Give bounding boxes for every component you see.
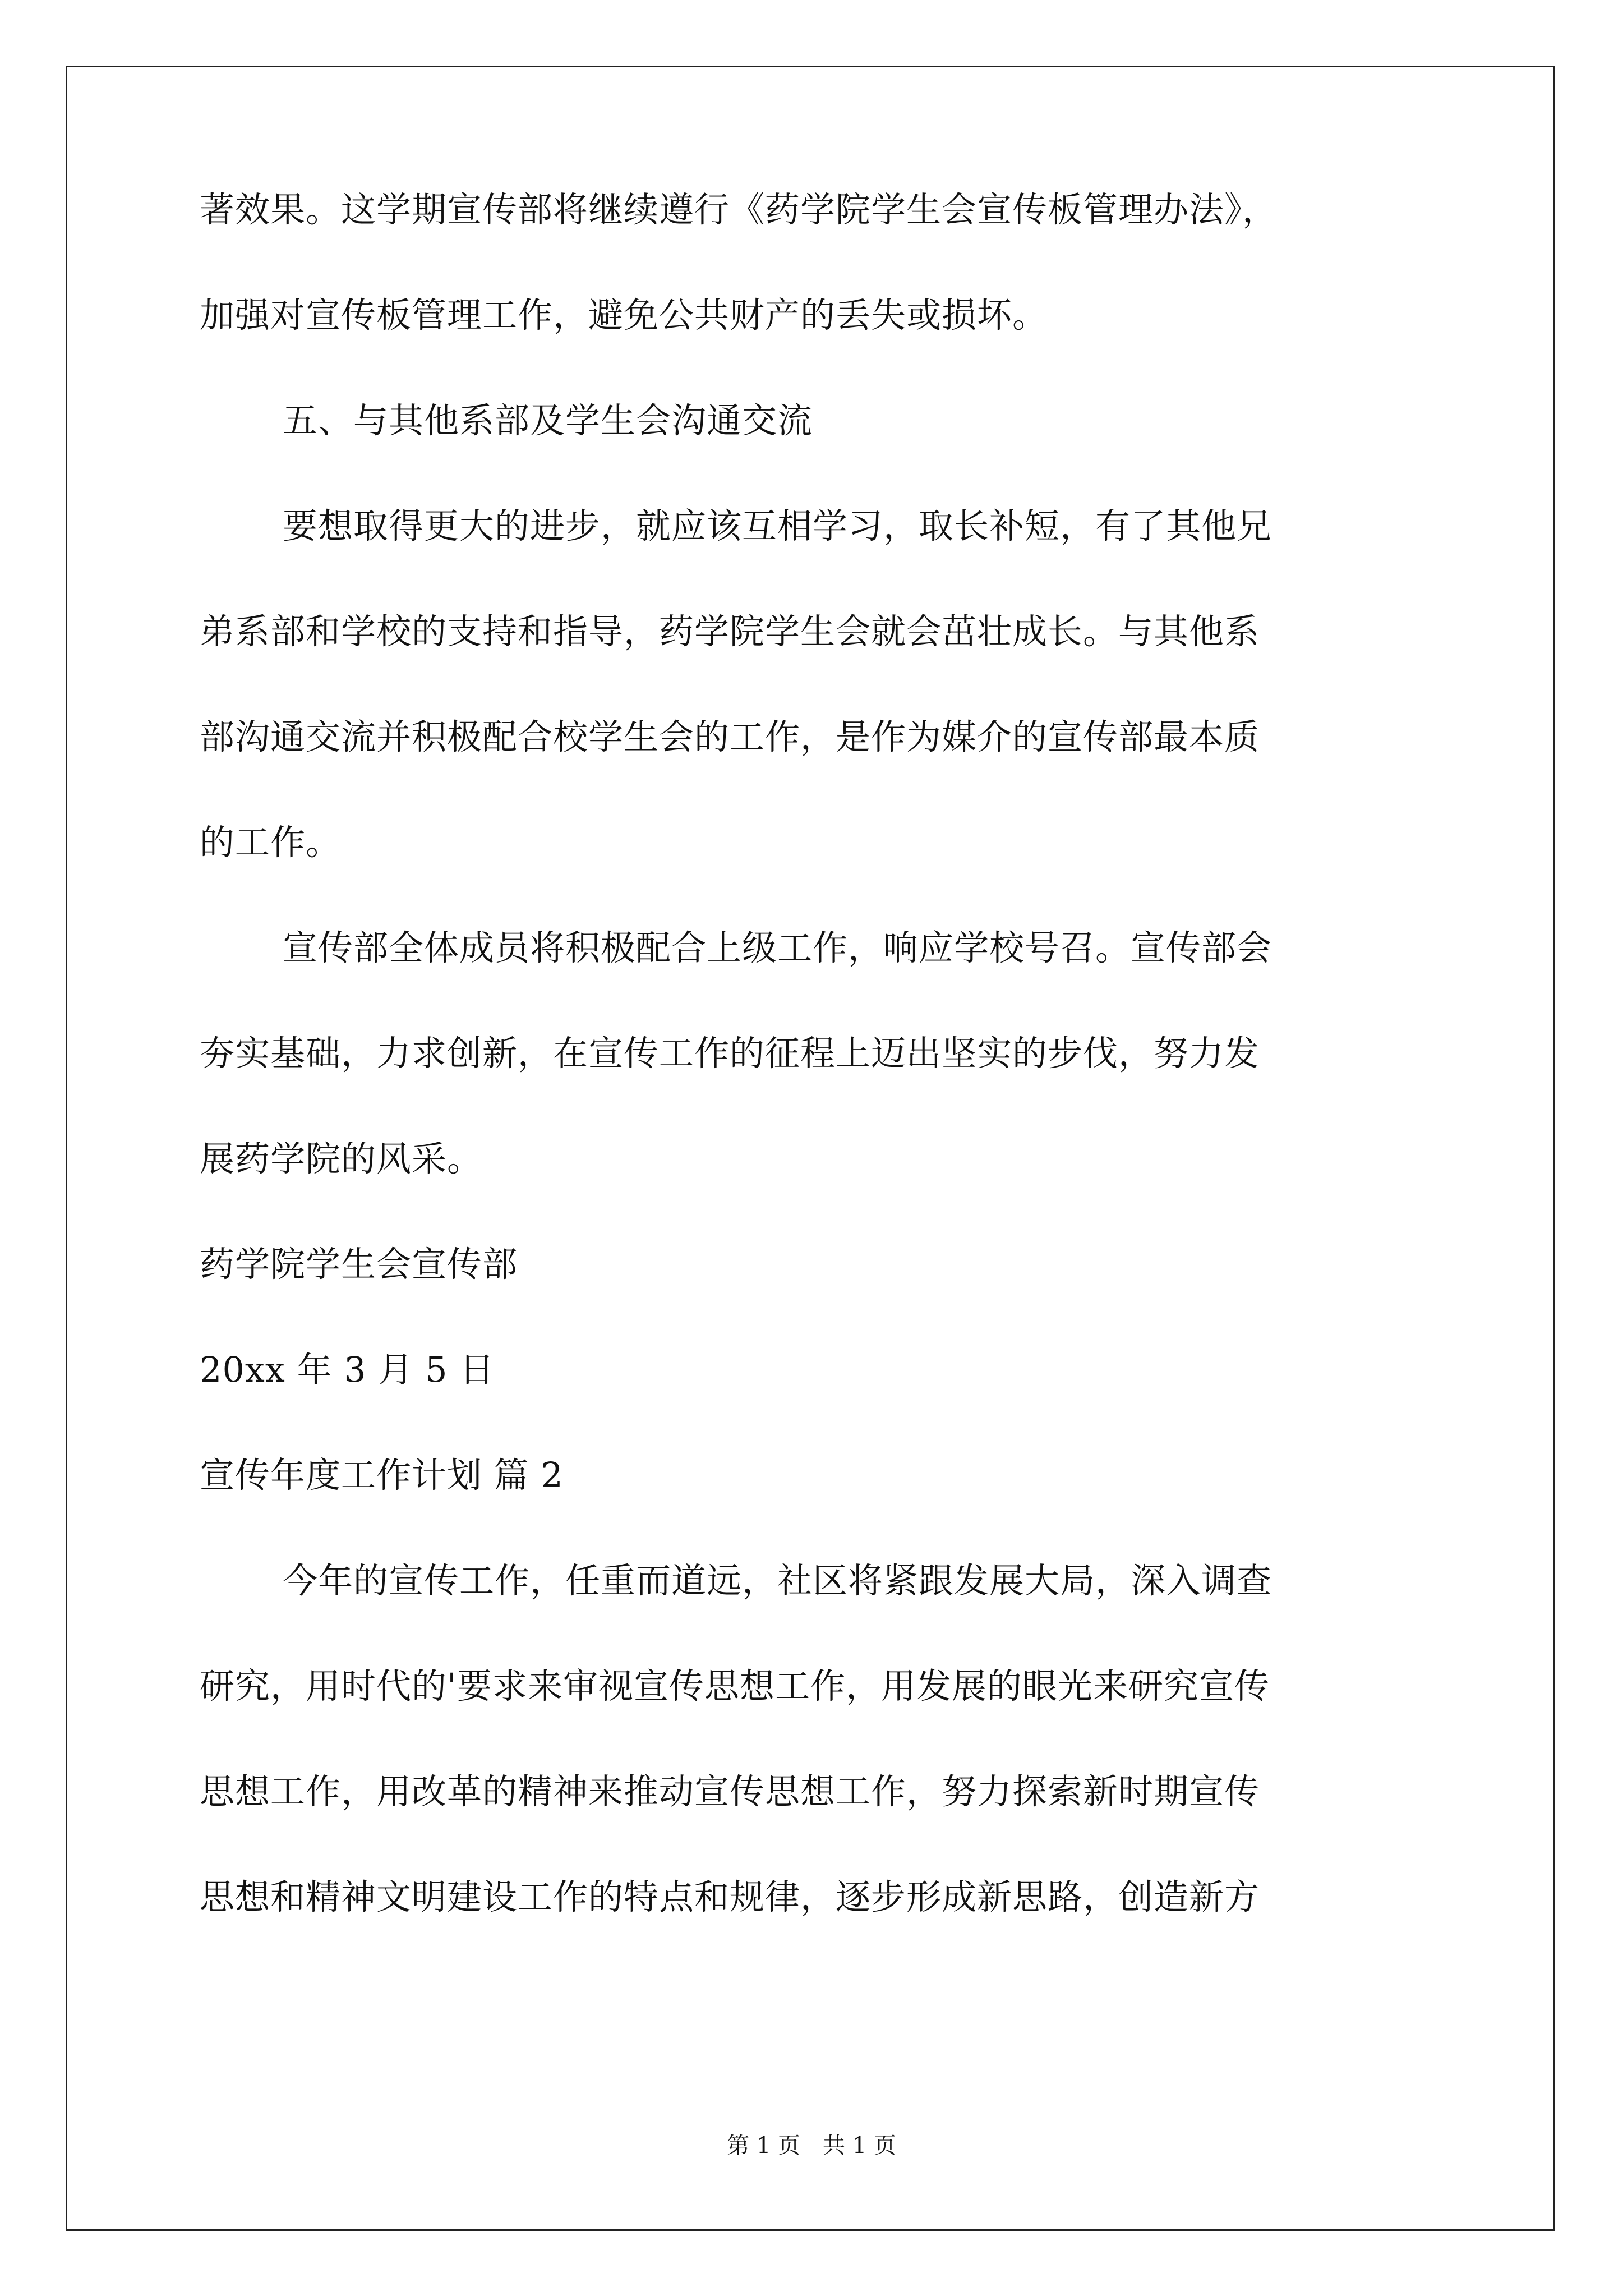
text-line: 研究，用时代的'要求来审视宣传思想工作，用发展的眼光来研究宣传	[200, 1665, 1270, 1706]
text-line: 的工作。	[200, 822, 342, 863]
text-line: 思想工作，用改革的精神来推动宣传思想工作，努力探索新时期宣传	[200, 1771, 1260, 1812]
text-line: 部沟通交流并积极配合校学生会的工作，是作为媒介的宣传部最本质	[200, 716, 1260, 757]
text-line: 夯实基础，力求创新，在宣传工作的征程上迈出坚实的步伐，努力发	[200, 1033, 1260, 1074]
text-line: 加强对宣传板管理工作，避免公共财产的丢失或损坏。	[200, 295, 1048, 335]
text-line: 宣传部全体成员将积极配合上级工作，响应学校号召。宣传部会	[283, 927, 1272, 968]
signature-org: 药学院学生会宣传部	[200, 1244, 518, 1285]
text-line: 要想取得更大的进步，就应该互相学习，取长补短，有了其他兄	[283, 505, 1272, 546]
text-line: 展药学院的风采。	[200, 1138, 483, 1179]
text-line: 著效果。这学期宣传部将继续遵行《药学院学生会宣传板管理办法》，	[200, 189, 1278, 230]
text-line: 思想和精神文明建设工作的特点和规律，逐步形成新思路，创造新方	[200, 1876, 1260, 1917]
text-line: 今年的宣传工作，任重而道远，社区将紧跟发展大局，深入调查	[283, 1560, 1272, 1601]
text-line: 弟系部和学校的支持和指导，药学院学生会就会茁壮成长。与其他系	[200, 611, 1260, 652]
signature-date: 20xx 年 3 月 5 日	[200, 1349, 495, 1390]
page-number-footer: 第 1 页 共 1 页	[727, 2133, 896, 2159]
article-title: 宣传年度工作计划 篇 2	[200, 1455, 564, 1496]
section-heading: 五、与其他系部及学生会沟通交流	[283, 400, 813, 441]
